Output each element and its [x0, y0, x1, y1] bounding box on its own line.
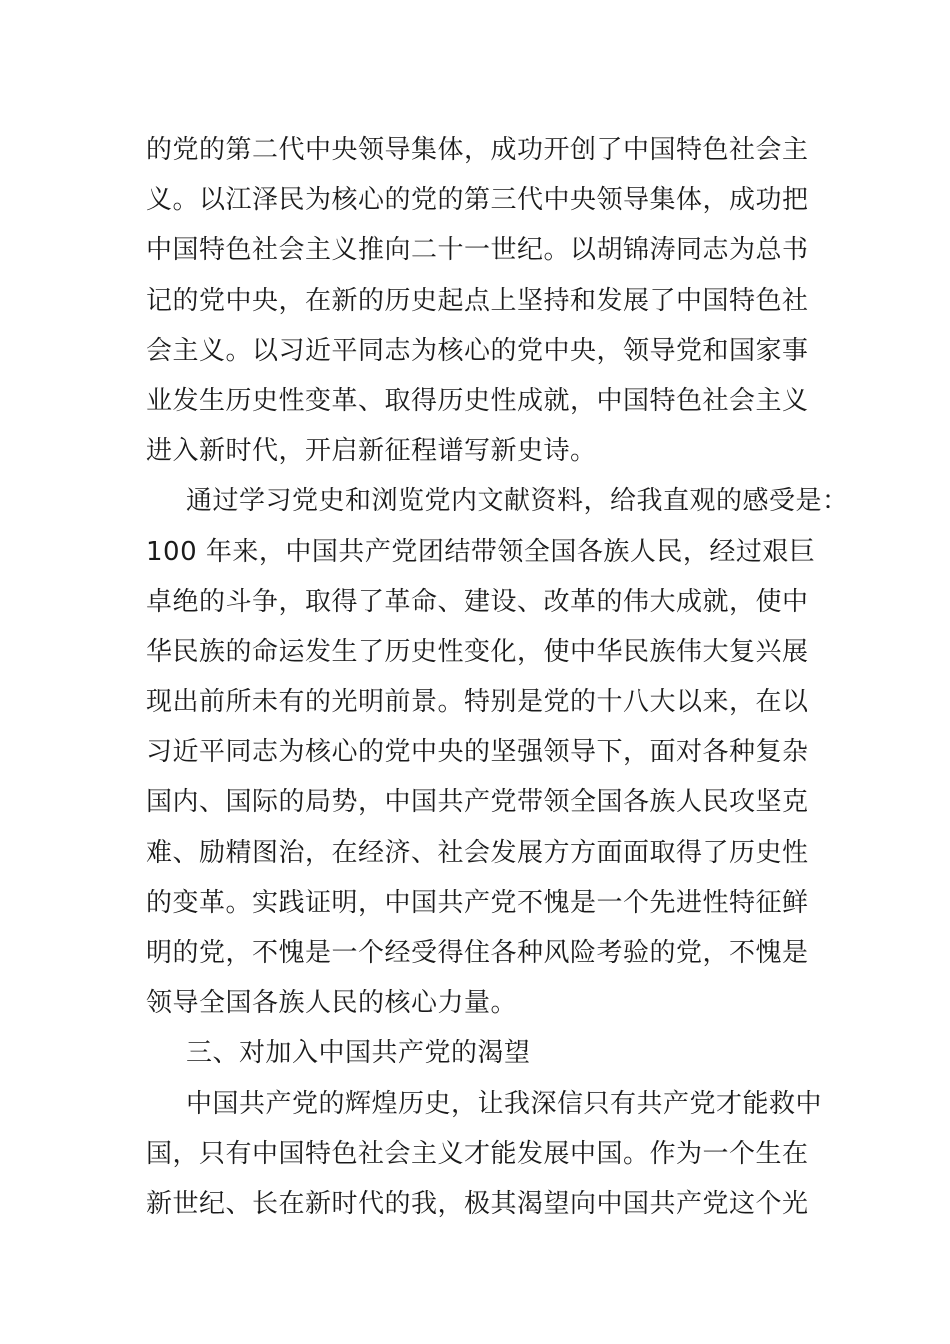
paragraph-first-line: 通过学习党史和浏览党内文献资料，给我直观的感受是： — [186, 486, 849, 517]
text-line: 进入新时代，开启新征程谱写新史诗。 — [146, 436, 597, 467]
paragraph-first-line: 中国共产党的辉煌历史，让我深信只有共产党才能救中 — [186, 1088, 823, 1119]
text-line: 国，只有中国特色社会主义才能发展中国。作为一个生在 — [146, 1138, 809, 1169]
text-line: 的党的第二代中央领导集体，成功开创了中国特色社会主 — [146, 135, 809, 165]
text-line: 难、励精图治，在经济、社会发展方方面面取得了历史性 — [146, 837, 809, 868]
text-line: 业发生历史性变革、取得历史性成就，中国特色社会主义 — [146, 385, 809, 416]
document-body — [146, 125, 849, 1229]
text-line: 现出前所未有的光明前景。特别是党的十八大以来，在以 — [146, 687, 809, 718]
section-heading: 三、对加入中国共产党的渴望 — [186, 1038, 531, 1069]
text-line: 记的党中央，在新的历史起点上坚持和发展了中国特色社 — [146, 285, 809, 316]
text-line: 中国特色社会主义推向二十一世纪。以胡锦涛同志为总书 — [146, 235, 809, 266]
text-line: 国内、国际的局势，中国共产党带领全国各族人民攻坚克 — [146, 787, 809, 818]
text-line: 100 年来，中国共产党团结带领全国各族人民，经过艰巨 — [146, 536, 816, 567]
text-line: 领导全国各族人民的核心力量。 — [146, 988, 518, 1019]
text-line: 义。以江泽民为核心的党的第三代中央领导集体，成功把 — [146, 185, 809, 216]
text-line: 习近平同志为核心的党中央的坚强领导下，面对各种复杂 — [146, 737, 809, 768]
text-line: 的变革。实践证明，中国共产党不愧是一个先进性特征鲜 — [146, 887, 809, 918]
text-line: 明的党，不愧是一个经受得住各种风险考验的党，不愧是 — [146, 938, 809, 968]
text-line: 卓绝的斗争，取得了革命、建设、改革的伟大成就，使中 — [146, 586, 809, 617]
text-line: 会主义。以习近平同志为核心的党中央，领导党和国家事 — [146, 335, 809, 366]
text-line: 新世纪、长在新时代的我，极其渴望向中国共产党这个光 — [146, 1188, 809, 1219]
text-line: 华民族的命运发生了历史性变化，使中华民族伟大复兴展 — [146, 636, 809, 667]
